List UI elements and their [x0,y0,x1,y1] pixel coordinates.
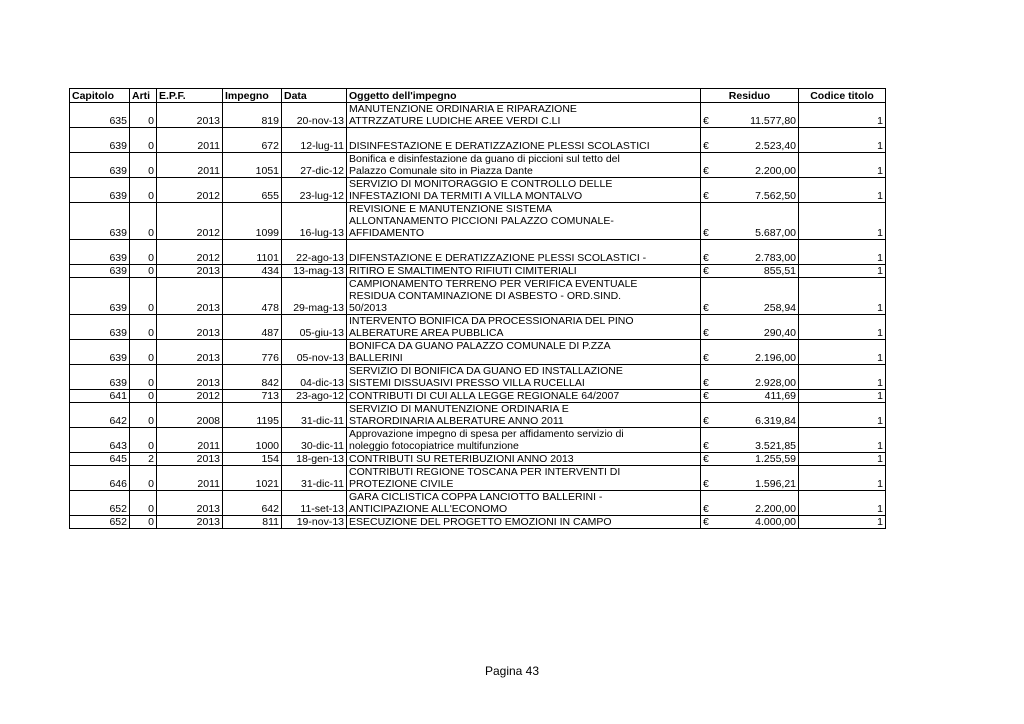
cell-impegno: 811 [223,516,282,529]
oggetto-line: DISINFESTAZIONE E DERATIZZAZIONE PLESSI SCOLASTICI [349,140,650,152]
oggetto-line: SERVIZIO DI MONITORAGGIO E CONTROLLO DELLE [349,178,613,190]
oggetto-line: ANTICIPAZIONE ALL'ECONOMO [349,503,508,515]
cell-articolo: 0 [130,265,157,278]
table-row [70,278,886,315]
cell-articolo: 0 [130,103,157,128]
cell-codice: 1 [799,240,886,265]
cell-capitolo: 639 [70,178,130,203]
cell-residuo: 6.319,84 [717,403,799,428]
cell-articolo: 2 [130,453,157,466]
cell-epf: 2011 [157,428,223,453]
oggetto-line: CONTRIBUTI REGIONE TOSCANA PER INTERVENTI DI [349,466,621,478]
cell-impegno: 655 [223,178,282,203]
cell-currency: € [701,278,717,315]
cell-currency: € [701,128,717,153]
cell-oggetto [347,128,701,153]
oggetto-line: CONTRIBUTI DI CUI ALLA LEGGE REGIONALE 64/2007 [349,390,620,402]
cell-data: 05-nov-13 [282,340,347,365]
cell-impegno: 842 [223,365,282,390]
cell-residuo: 258,94 [717,278,799,315]
cell-impegno: 672 [223,128,282,153]
cell-data: 31-dic-11 [282,403,347,428]
table-body [70,103,886,529]
cell-currency: € [701,315,717,340]
header-impegno: Impegno [223,89,282,103]
cell-articolo: 0 [130,278,157,315]
cell-oggetto [347,491,701,516]
cell-oggetto [347,240,701,265]
cell-residuo: 7.562,50 [717,178,799,203]
cell-codice: 1 [799,340,886,365]
cell-data: 27-dic-12 [282,153,347,178]
table-row [70,203,886,240]
cell-oggetto [347,365,701,390]
cell-impegno: 1195 [223,403,282,428]
cell-capitolo: 645 [70,453,130,466]
oggetto-line: ALBERATURE AREA PUBBLICA [349,327,504,339]
cell-data: 22-ago-13 [282,240,347,265]
cell-codice: 1 [799,278,886,315]
cell-codice: 1 [799,491,886,516]
cell-capitolo: 639 [70,365,130,390]
cell-currency: € [701,240,717,265]
cell-residuo: 5.687,00 [717,203,799,240]
cell-data: 23-ago-12 [282,390,347,403]
cell-currency: € [701,153,717,178]
cell-articolo: 0 [130,240,157,265]
cell-epf: 2013 [157,278,223,315]
cell-residuo: 2.200,00 [717,153,799,178]
cell-epf: 2012 [157,203,223,240]
cell-epf: 2013 [157,315,223,340]
table-row [70,466,886,491]
oggetto-line: 50/2013 [349,302,387,314]
cell-data: 29-mag-13 [282,278,347,315]
cell-data: 05-giu-13 [282,315,347,340]
cell-oggetto [347,403,701,428]
oggetto-line: ALLONTANAMENTO PICCIONI PALAZZO COMUNALE- [349,215,614,227]
cell-codice: 1 [799,428,886,453]
oggetto-line: STARORDINARIA ALBERATURE ANNO 2011 [349,415,564,427]
cell-data: 04-dic-13 [282,365,347,390]
header-residuo: Residuo [701,89,799,103]
cell-data: 13-mag-13 [282,265,347,278]
header-codice: Codice titolo [799,89,886,103]
oggetto-line: Approvazione impegno di spesa per affidamento servizio di [349,428,624,440]
header-capitolo: Capitolo [70,89,130,103]
cell-epf: 2012 [157,178,223,203]
oggetto-line: SERVIZIO DI MANUTENZIONE ORDINARIA E [349,403,569,415]
cell-articolo: 0 [130,390,157,403]
cell-articolo: 0 [130,403,157,428]
cell-capitolo: 643 [70,428,130,453]
cell-articolo: 0 [130,365,157,390]
cell-impegno: 1101 [223,240,282,265]
cell-currency: € [701,428,717,453]
cell-oggetto [347,453,701,466]
cell-oggetto [347,516,701,529]
table-row [70,390,886,403]
cell-data: 16-lug-13 [282,203,347,240]
cell-oggetto [347,340,701,365]
cell-codice: 1 [799,390,886,403]
cell-articolo: 0 [130,153,157,178]
cell-residuo: 2.200,00 [717,491,799,516]
oggetto-line: GARA CICLISTICA COPPA LANCIOTTO BALLERINI - [349,491,603,503]
cell-capitolo: 639 [70,315,130,340]
cell-residuo: 2.523,40 [717,128,799,153]
table-row [70,491,886,516]
table-row [70,516,886,529]
table-row [70,265,886,278]
cell-capitolo: 642 [70,403,130,428]
cell-residuo: 2.928,00 [717,365,799,390]
cell-currency: € [701,466,717,491]
cell-oggetto [347,428,701,453]
cell-capitolo: 646 [70,466,130,491]
table-row [70,153,886,178]
cell-impegno: 713 [223,390,282,403]
cell-residuo: 290,40 [717,315,799,340]
table-row [70,428,886,453]
cell-data: 30-dic-11 [282,428,347,453]
table-row [70,178,886,203]
cell-residuo: 1.255,59 [717,453,799,466]
cell-currency: € [701,403,717,428]
cell-capitolo: 641 [70,390,130,403]
cell-capitolo: 652 [70,516,130,529]
cell-data: 19-nov-13 [282,516,347,529]
table-row [70,340,886,365]
header-articolo: Arti [130,89,157,103]
cell-currency: € [701,453,717,466]
oggetto-line: Bonifica e disinfestazione da guano di piccioni sul tetto del [349,153,620,165]
header-oggetto: Oggetto dell'impegno [347,89,701,103]
oggetto-line: REVISIONE E MANUTENZIONE SISTEMA [349,203,553,215]
cell-oggetto [347,103,701,128]
cell-codice: 1 [799,315,886,340]
cell-articolo: 0 [130,516,157,529]
cell-articolo: 0 [130,315,157,340]
cell-oggetto [347,390,701,403]
table-row [70,453,886,466]
cell-epf: 2011 [157,128,223,153]
cell-codice: 1 [799,153,886,178]
cell-residuo: 11.577,80 [717,103,799,128]
cell-residuo: 2.196,00 [717,340,799,365]
cell-codice: 1 [799,516,886,529]
oggetto-line: AFFIDAMENTO [349,227,425,239]
cell-residuo: 855,51 [717,265,799,278]
cell-currency: € [701,340,717,365]
cell-impegno: 642 [223,491,282,516]
cell-data: 18-gen-13 [282,453,347,466]
cell-currency: € [701,365,717,390]
cell-data: 23-lug-12 [282,178,347,203]
cell-currency: € [701,491,717,516]
cell-impegno: 487 [223,315,282,340]
cell-currency: € [701,265,717,278]
oggetto-line [349,128,698,140]
cell-codice: 1 [799,403,886,428]
oggetto-line [349,240,698,252]
cell-capitolo: 652 [70,491,130,516]
cell-oggetto [347,278,701,315]
cell-codice: 1 [799,453,886,466]
oggetto-line: MANUTENZIONE ORDINARIA E RIPARAZIONE [349,103,577,115]
cell-impegno: 1021 [223,466,282,491]
oggetto-line: ATTRZZATURE LUDICHE AREE VERDI C.LI [349,115,561,127]
cell-articolo: 0 [130,428,157,453]
cell-oggetto [347,315,701,340]
oggetto-line: RITIRO E SMALTIMENTO RIFIUTI CIMITERIALI [349,265,577,277]
oggetto-line: SISTEMI DISSUASIVI PRESSO VILLA RUCELLAI [349,377,585,389]
table-row [70,403,886,428]
cell-articolo: 0 [130,203,157,240]
cell-epf: 2013 [157,491,223,516]
cell-capitolo: 639 [70,240,130,265]
cell-impegno: 819 [223,103,282,128]
oggetto-line: Palazzo Comunale sito in Piazza Dante [349,165,533,177]
cell-capitolo: 639 [70,203,130,240]
cell-data: 11-set-13 [282,491,347,516]
oggetto-line: INFESTAZIONI DA TERMITI A VILLA MONTALVO [349,190,583,202]
header-data: Data [282,89,347,103]
cell-articolo: 0 [130,340,157,365]
cell-capitolo: 639 [70,128,130,153]
cell-oggetto [347,178,701,203]
table-row [70,315,886,340]
page-number: Pagina 43 [484,664,540,678]
cell-articolo: 0 [130,178,157,203]
cell-epf: 2008 [157,403,223,428]
cell-residuo: 1.596,21 [717,466,799,491]
cell-residuo: 4.000,00 [717,516,799,529]
cell-data: 12-lug-11 [282,128,347,153]
cell-impegno: 776 [223,340,282,365]
cell-oggetto [347,203,701,240]
cell-codice: 1 [799,103,886,128]
oggetto-line: INTERVENTO BONIFICA DA PROCESSIONARIA DEL PINO [349,315,634,327]
cell-residuo: 3.521,85 [717,428,799,453]
cell-capitolo: 639 [70,153,130,178]
cell-codice: 1 [799,128,886,153]
oggetto-line: BALLERINI [349,352,403,364]
oggetto-line: CAMPIONAMENTO TERRENO PER VERIFICA EVENTUALE [349,278,638,290]
oggetto-line: ESECUZIONE DEL PROGETTO EMOZIONI IN CAMPO [349,516,612,528]
commitments-table [69,88,886,529]
oggetto-line: BONIFCA DA GUANO PALAZZO COMUNALE DI P.ZZA [349,340,611,352]
cell-capitolo: 639 [70,278,130,315]
cell-oggetto [347,153,701,178]
cell-impegno: 1051 [223,153,282,178]
oggetto-line: CONTRIBUTI SU RETERIBUZIONI ANNO 2013 [349,453,574,465]
table-row [70,365,886,390]
cell-capitolo: 639 [70,265,130,278]
oggetto-line: noleggio fotocopiatrice multifunzione [349,440,519,452]
oggetto-line: RESIDUA CONTAMINAZIONE DI ASBESTO - ORD.SIND. [349,290,622,302]
cell-epf: 2013 [157,516,223,529]
cell-currency: € [701,203,717,240]
cell-epf: 2013 [157,265,223,278]
cell-currency: € [701,390,717,403]
cell-data: 31-dic-11 [282,466,347,491]
header-epf: E.P.F. [157,89,223,103]
header-row [70,89,886,103]
cell-impegno: 154 [223,453,282,466]
cell-impegno: 434 [223,265,282,278]
cell-oggetto [347,466,701,491]
cell-epf: 2013 [157,103,223,128]
cell-epf: 2012 [157,390,223,403]
cell-impegno: 1000 [223,428,282,453]
table-row [70,128,886,153]
cell-codice: 1 [799,466,886,491]
cell-capitolo: 639 [70,340,130,365]
cell-residuo: 411,69 [717,390,799,403]
cell-impegno: 1099 [223,203,282,240]
oggetto-line: PROTEZIONE CIVILE [349,478,454,490]
cell-articolo: 0 [130,466,157,491]
cell-epf: 2012 [157,240,223,265]
cell-articolo: 0 [130,128,157,153]
cell-codice: 1 [799,265,886,278]
cell-impegno: 478 [223,278,282,315]
cell-oggetto [347,265,701,278]
cell-data: 20-nov-13 [282,103,347,128]
cell-epf: 2011 [157,153,223,178]
cell-epf: 2013 [157,365,223,390]
cell-epf: 2011 [157,466,223,491]
cell-articolo: 0 [130,491,157,516]
cell-currency: € [701,178,717,203]
cell-codice: 1 [799,178,886,203]
table-row [70,240,886,265]
oggetto-line: DIFENSTAZIONE E DERATIZZAZIONE PLESSI SCOLASTICI - [349,252,647,264]
cell-currency: € [701,103,717,128]
cell-currency: € [701,516,717,529]
cell-epf: 2013 [157,340,223,365]
cell-residuo: 2.783,00 [717,240,799,265]
oggetto-line: SERVIZIO DI BONIFICA DA GUANO ED INSTALLAZIONE [349,365,623,377]
cell-capitolo: 635 [70,103,130,128]
cell-epf: 2013 [157,453,223,466]
cell-codice: 1 [799,203,886,240]
table-row [70,103,886,128]
cell-codice: 1 [799,365,886,390]
